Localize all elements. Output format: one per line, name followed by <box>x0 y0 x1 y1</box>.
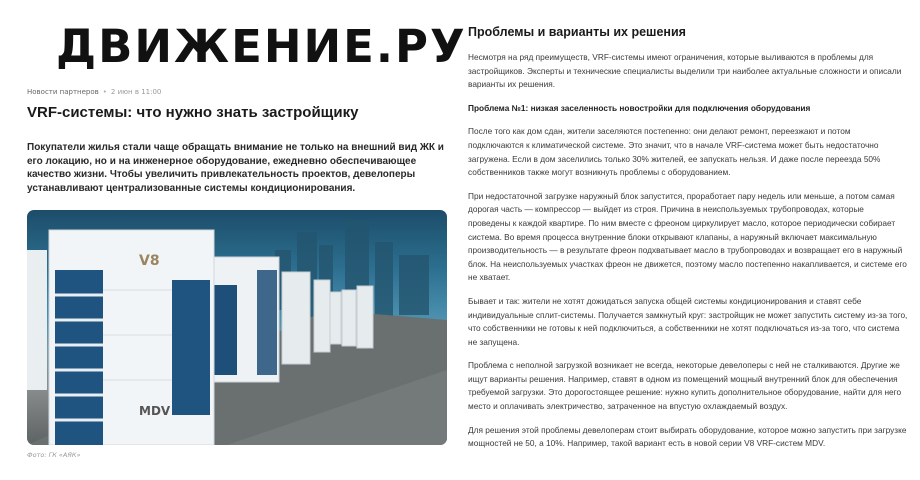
article-lead: Покупатели жилья стали чаще обращать внимание не только на внешний вид ЖК и его локацию, но и на инженерное оборудование, ежедневно обеспечивающее качество жизни. Чтобы увеличить привлекательность проектов, девелоперы устанавливают централизованные системы кондиционирования. <box>27 142 444 194</box>
unit-brand-label: MDV <box>139 404 171 418</box>
unit-model-label: V8 <box>139 253 160 269</box>
article-meta <box>27 88 161 96</box>
paragraph: При недостаточной загрузке наружный блок запустится, проработает пару недель или меньше, а потом самая дорогая часть — компрессор — выйдет из строя. Причина в неиспользуемых трубопроводах, которые проведены к каждой квартире. По ним вместе с фреоном циркулирует масло, которое периодически собирает система. Во время процесса внутренние блоки открывают клапаны, а наружный включает максимальную производительность — в результате фреон подхватывает масло в трубопроводах и возвращает его в наружный блок. На неиспользуемых участках фреон не движется, поэтому масло постепенно накапливается, и системе его не хватает. <box>468 190 907 283</box>
article-title: VRF-системы: что нужно знать застройщику <box>27 104 359 121</box>
section-heading: Проблемы и варианты их решения <box>468 25 686 39</box>
publish-date: 2 июн в 11:00 <box>110 88 162 96</box>
section-intro: Несмотря на ряд преимуществ, VRF-системы имеют ограничения, которые выливаются в проблемы для застройщиков. Эксперты и технические специалисты выделили три наиболее актуальные сложности и описали варианты их решения. <box>468 52 902 90</box>
paragraph: Для решения этой проблемы девелоперам стоит выбирать оборудование, которое можно запустить при загрузке мощностей не 50, а 10%. Например, такой вариант есть в новой серии V8 VRF-систем MDV. <box>468 424 907 449</box>
category-link[interactable]: Новости партнеров <box>27 88 99 96</box>
article-photo <box>27 210 447 445</box>
site-logo[interactable]: ДВИЖЕНИЕ.РУ <box>56 20 467 73</box>
vrf-units-illustration <box>27 210 447 445</box>
article-section <box>468 25 908 461</box>
paragraph: После того как дом сдан, жители заселяются постепенно: они делают ремонт, переезжают и потом подключаются к климатической системе. Это значит, что в начале VRF-система может быть недостаточно загружена. Если в дом заселились только 30% жителей, ее запускать нельзя. И даже после переезда 50% собственников также могут возникнуть проблемы с оборудованием. <box>468 126 881 178</box>
paragraph: Проблема с неполной загрузкой возникает не всегда, некоторые девелоперы с ней не сталкиваются. Другие же ищут варианты решения. Например, ставят в одном из помещений мощный внутренний блок для обеспечения требуемой загрузки. Это дорогостоящее решение: нужно купить дополнительное оборудование, найти для него место и оплачивать электричество, затраченное на впустую охлаждаемый воздух. <box>468 360 902 412</box>
photo-caption: Фото: ГК «АЯК» <box>27 451 81 459</box>
meta-separator: • <box>102 88 107 96</box>
paragraph: Бывает и так: жители не хотят дожидаться запуска общей системы кондиционирования и ставят себе индивидуальные сплит-системы. Получается замкнутый круг: застройщик не может запустить систему из-за того, что собственники не готовы к ней подключиться, а собственники не хотят подключаться из-за того, что система не запущена. <box>468 295 908 347</box>
problem-1-subheading: Проблема №1: низкая заселенность новостройки для подключения оборудования <box>468 102 811 113</box>
